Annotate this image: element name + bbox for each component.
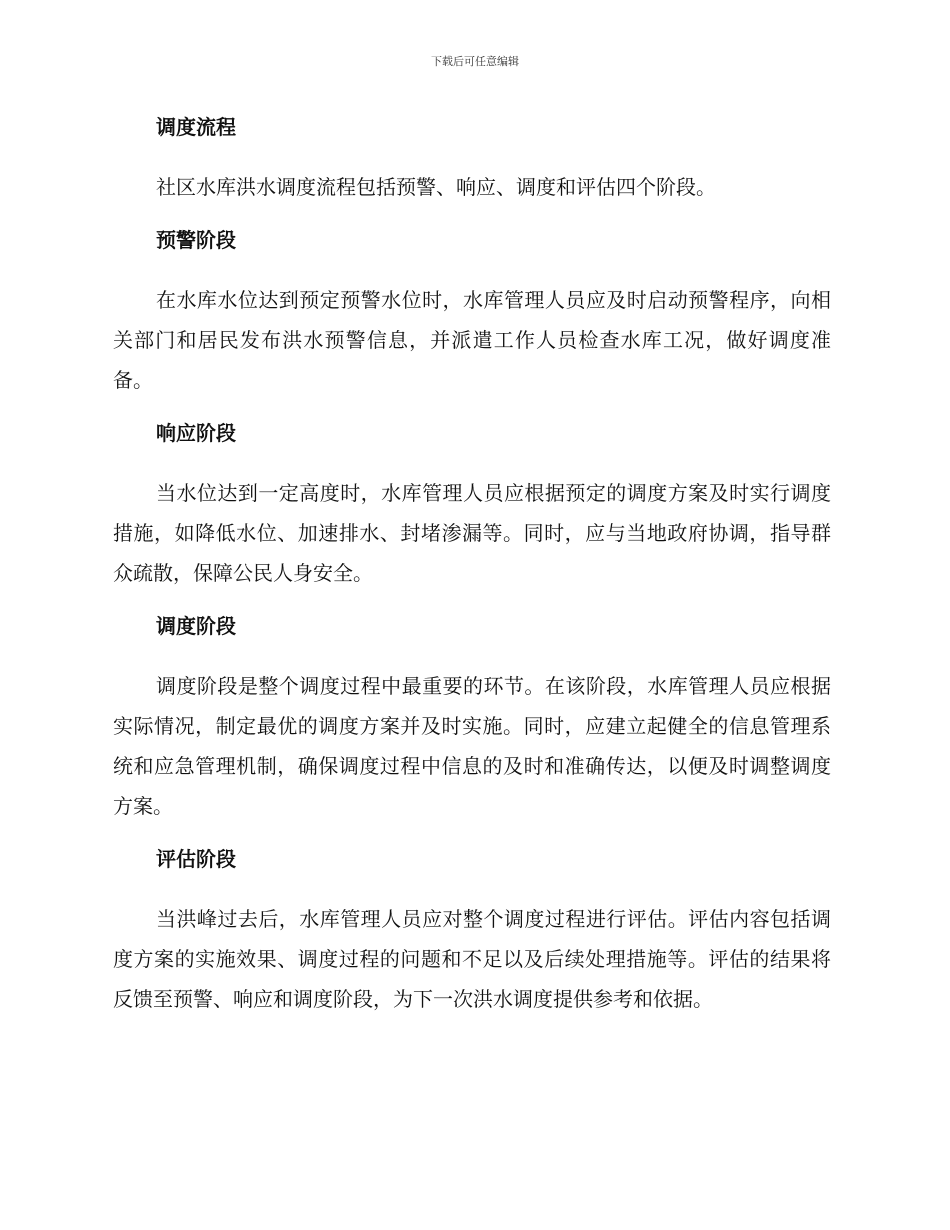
section-heading-evaluation: 评估阶段	[156, 847, 236, 871]
section-paragraph-evaluation: 当洪峰过去后，水库管理人员应对整个调度过程进行评估。评估内容包括调度方案的实施效果、调度过程的问题和不足以及后续处理措施等。评估的结果将反馈至预警、响应和调度阶段，为下一次洪水调度提供参考和依据。	[113, 907, 831, 1011]
page-header: 下载后可任意编辑	[431, 55, 519, 68]
section-paragraph-schedule-process: 社区水库洪水调度流程包括预警、响应、调度和评估四个阶段。	[156, 175, 716, 199]
section-heading-schedule-process: 调度流程	[156, 115, 236, 139]
section-heading-dispatch: 调度阶段	[156, 614, 236, 638]
section-paragraph-warning: 在水库水位达到预定预警水位时，水库管理人员应及时启动预警程序，向相关部门和居民发布洪水预警信息，并派遣工作人员检查水库工况，做好调度准备。	[113, 288, 831, 392]
document-body	[113, 112, 831, 1019]
section-paragraph-dispatch: 调度阶段是整个调度过程中最重要的环节。在该阶段，水库管理人员应根据实际情况，制定最优的调度方案并及时实施。同时，应建立起健全的信息管理系统和应急管理机制，确保调度过程中信息的及时和准确传达，以便及时调整调度方案。	[113, 674, 831, 818]
section-heading-warning: 预警阶段	[156, 228, 236, 252]
section-heading-response: 响应阶段	[156, 421, 236, 445]
section-paragraph-response: 当水位达到一定高度时，水库管理人员应根据预定的调度方案及时实行调度措施，如降低水位、加速排水、封堵渗漏等。同时，应与当地政府协调，指导群众疏散，保障公民人身安全。	[113, 481, 831, 585]
